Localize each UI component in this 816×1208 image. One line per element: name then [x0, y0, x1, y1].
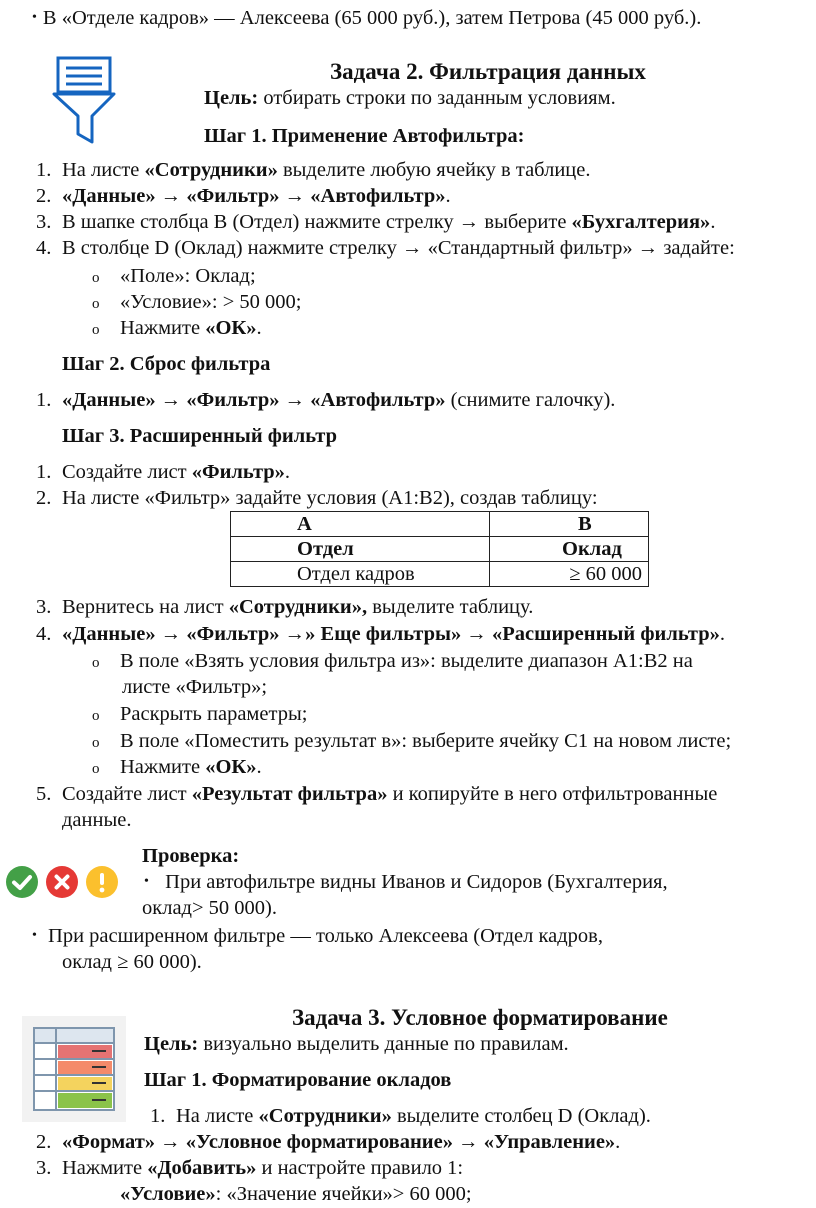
filter-icon [52, 56, 122, 146]
table-row [231, 512, 649, 537]
check-bullet: • При расширенном фильтре — только Алексеева (Отдел кадров, [32, 925, 603, 947]
list-item: 4. «Данные» → «Фильтр» →» Еще фильтры» → «Расширенный фильтр». [36, 623, 725, 645]
list-item: 1. На листе «Сотрудники» выделите любую ячейку в таблице. [36, 159, 591, 181]
task3-goal: Цель: визуально выделить данные по правилам. [144, 1033, 569, 1055]
condition-line: «Условие»: «Значение ячейки»> 60 000; [120, 1183, 472, 1205]
list-item: 4. В столбце D (Оклад) нажмите стрелку → «Стандартный фильтр» → задайте: [36, 237, 735, 259]
top-bullet: • В «Отделе кадров» — Алексеева (65 000 руб.), затем Петрова (45 000 руб.). [32, 7, 702, 29]
list-item: 1. На листе «Сотрудники» выделите столбец D (Оклад). [150, 1105, 651, 1127]
list-item: 2. «Формат» → «Условное форматирование» → «Управление». [36, 1131, 621, 1153]
list-item-cont: данные. [62, 809, 132, 831]
check-icon [6, 866, 38, 898]
task2-step1-title: Шаг 1. Применение Автофильтра: [204, 125, 525, 147]
task2-step3-title: Шаг 3. Расширенный фильтр [62, 425, 338, 447]
table-row [231, 537, 649, 562]
list-item: 3. Вернитесь на лист «Сотрудники», выделите таблицу. [36, 596, 534, 618]
sub-item: o Раскрыть параметры; [92, 703, 308, 725]
table-cell: Отдел [231, 537, 490, 562]
task2-step2-title: Шаг 2. Сброс фильтра [62, 353, 271, 375]
task3-step1-title: Шаг 1. Форматирование окладов [144, 1069, 452, 1091]
table-cell: Отдел кадров [231, 562, 490, 587]
check-bullet: • При автофильтре видны Иванов и Сидоров (Бухгалтерия, [144, 871, 668, 893]
sub-item: o «Поле»: Оклад; [92, 265, 256, 287]
sub-item: o В поле «Поместить результат в»: выберите ячейку C1 на новом листе; [92, 730, 732, 752]
sub-item: o В поле «Взять условия фильтра из»: выделите диапазон A1:B2 на [92, 650, 693, 672]
list-item: 5. Создайте лист «Результат фильтра» и копируйте в него отфильтрованные [36, 783, 718, 805]
table-row [231, 562, 649, 587]
check-bullet-cont: оклад ≥ 60 000). [62, 951, 202, 973]
task2-goal: Цель: отбирать строки по заданным условиям. [204, 87, 616, 109]
sub-item-cont: листе «Фильтр»; [122, 676, 268, 698]
list-item: 1. Создайте лист «Фильтр». [36, 461, 291, 483]
list-item: 3. В шапке столбца B (Отдел) нажмите стрелку → выберите «Бухгалтерия». [36, 211, 716, 233]
warning-icon [86, 866, 118, 898]
sub-item: o Нажмите «ОК». [92, 317, 262, 339]
sub-item: o «Условие»: > 50 000; [92, 291, 302, 313]
list-item: 1. «Данные» → «Фильтр» → «Автофильтр» (снимите галочку). [36, 389, 616, 411]
condition-table [230, 511, 649, 587]
table-cell: B [490, 512, 649, 537]
check-title: Проверка: [142, 845, 240, 867]
table-cell: A [231, 512, 490, 537]
check-bullet-cont: оклад> 50 000). [142, 897, 277, 919]
conditional-format-icon [22, 1016, 126, 1122]
table-cell: Оклад [490, 537, 649, 562]
list-item: 2. «Данные» → «Фильтр» → «Автофильтр». [36, 185, 451, 207]
task2-title: Задача 2. Фильтрация данных [330, 59, 646, 84]
list-item: 3. Нажмите «Добавить» и настройте правило 1: [36, 1157, 464, 1179]
list-item: 2. На листе «Фильтр» задайте условия (A1:B2), создав таблицу: [36, 487, 598, 509]
error-icon [46, 866, 78, 898]
sub-item: o Нажмите «ОК». [92, 756, 262, 778]
table-cell: ≥ 60 000 [490, 562, 649, 587]
task3-title: Задача 3. Условное форматирование [292, 1005, 668, 1030]
